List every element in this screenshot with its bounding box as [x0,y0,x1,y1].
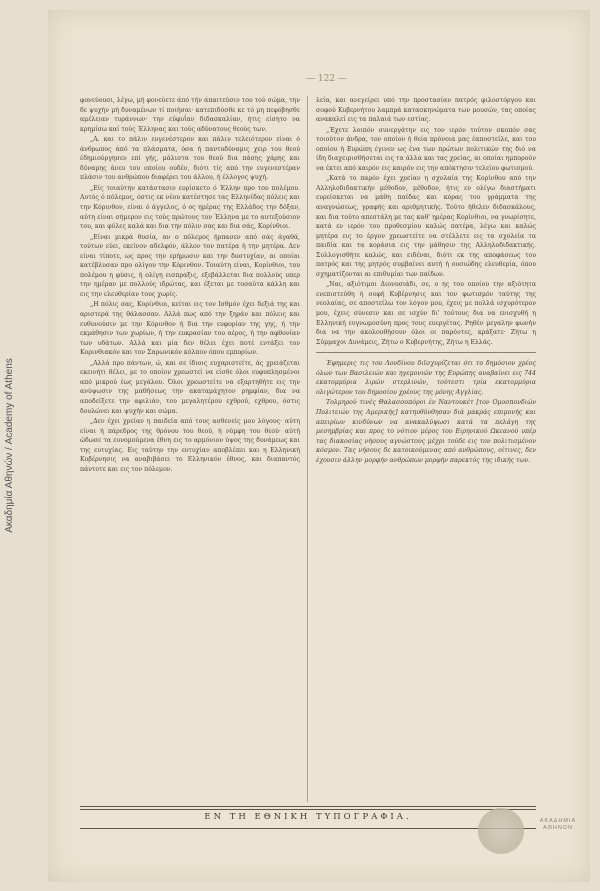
side-caption-text: Ακαδημία Αθηνών / Academy of Athens [3,358,15,533]
footer-rule-top [80,806,536,807]
newspaper-page [48,10,590,882]
stamp-text: ΑΚΑΔΗΜΙΑ ΑΘΗΝΩΝ [539,818,577,831]
page-number: ― 122 ― [306,74,347,84]
left-paragraph-2: „Α. και το πάλιν ευγενέστερον και πάλιν τελειότερον είναι ό άνθρωπος άπό τα πλάσματα, όσα ή παντοδύναμις χειρ του θεού έδημιούργησεν επί γής, μάλιστα του θεού δια πάσης χάρης και δύναμης άνευ του οποίου ουδέν, διότι τίς από την ευγενεστέραν πλάσιν του ανθρώπου διαφέρει του άλλου, ή έλλογος ψυχή. [80,136,300,182]
column-divider [307,96,308,802]
right-paragraph-1: λεία, και ανεγείρει υπό την προστασίαν πατρός φιλοστόργου και σοφού Κυβερνήτου λαμπρά κατασκηνώματα των μουσών, τας οποίας ανακαλεί εις τα παλαιά των εστίας. [316,97,536,124]
news-notices [316,359,536,465]
notice-navigators: Τολμηρού τινές Θαλασσοπόροι έν Ναντουκέτ [τον Ομοσπονδιών Πολιτειών της Αμερικής] κατηυθύνθησαν διά μακράς επιμονής και απειρίων κινδύνων να ανακαλύψωσι κατά τα πελάγη της μεσημβρίας και προς το νότιον μέρος του Ειρηνικού Ωκεανού υπέρ τας διακοσίας νήσους αγνώστους μέχρι τούδε εις τον πολιτισμένον κόσμον. Τας νήσους δε κατοικούμενας από ανθρώπους, οίτινες, δεν έχουσιν άλλην μορφήν ανθρώπων μορφήν παρεκτός της ιδικής των. [316,399,536,464]
notice-debt: Έφημερις τις του Λονδίνου διϊσχυρίζεται ότι το δημόσιον χρέος όλων των Βασιλειών και ηγεμονιών της Ευρώπης αναβαίνει εις 744 εκατομμύρια λιρών στερλινών, τούτεστι τρία εκατομμύρια ολιγώτερον του δημοσίου χρέους της μόνης Αγγλίας. [316,360,536,396]
left-paragraph-1: φονεύουσι, λέγω, μή φονεύετε άπό τήν άπαιτεύσιν του τού σώμα, την δε ψυχήν μή δυναμένων τί ποιήσαι· κατεπιδόσθε κε τό μη πεφόβησθε αμέλειαν τυράννων· την εύφυΐαν διδασκαλίαν, ήτις είσητο να κρημίσω καί τούς Έλληνας και τούς αδύνατους θεούς των. [80,97,300,133]
section-divider [316,352,536,353]
left-paragraph-4: „Είναι μικρά θυσία, αν ο πόλεμος ήρπασεν από σάς άγαθά, τούτων εύει, εκείνον αδελφόν, άλλον τον πατέρα ή την μητέρα. Δεν είναι τίποτε, ως προς την ερήμωσιν και την δυστυχίαν, αι οποίαι κατέβλυσαν προ ολίγου την Κόρινθον. Τοιαύτη είναι, Κορίνθιοι, του πολέμου η φύσις, ή ολίγη εισπραξις, εξεβάλλεται δια πολλούς υπερ την ημέραν με πολλούς ιδρώτας, και έξεται με τοσαύτα κάλλη και εις την ελευθερίαν τους χωρίς. [80,233,300,298]
right-paragraph-3: „Κατά το παρόν έχει χρείαν η σχολαία της Κορίνθου από την Αλληλοδιδακτικήν μέθοδον, μέθοδον, ήτις εν ολίγω διαστήματι ευρείσκεται να μάθη παίδας και κόρας του γράμματα της αναγνώσεως, γραφής και αριθμητικής. Τούτο ήθελεν διδασκάλους, και δια τούτο απεστάλη με τας καθ' ημέρας Κορίνθιοι, να γνωρίσητε, κατά εν ιερόν του προθεσμίου καλώς πατέρα, λέγω και καλώς μητέρα εις το έργον χρεωστείτε να στέλλετε εις τα σχολεία τα παιδία και τα κοράσια εις την μάθησιν της Αλληλοδιδακτικής. Συλλογισθήτε καλώς, και ειδέναι, διότι εκ της αποφάσεως του πατρός και της μητρός συμβαίνει αυτή ή ουσιώδης ελευθερία, όπου σχηματίζονται αι επιθυμίαι των παίδων. [316,175,536,278]
left-paragraph-3: „Είς τοιαύτην κατάστασιν ευρίσκετο ό Έλλην προ του πολέμου. Αυτός ό πόλεμος, όστις εκ νέου κατέστησε τας Ελληνίδας πόλεις και την Κόρινθον, είναι ό άγγελος, ό ος ημέρας της Ελλάδος την δόξαν, αύτη είναι σήμερον εις τούς πρώτους τον Έλληνα με το αυτεξούσιον του, και φύλες καλά και δια την πόλιν σας και δια σάς, Κορίνθιοι. [80,184,300,231]
printer-imprint: ΕΝ ΤΗ ΕΘΝΙΚΗ ΤΥΠΟΓΡΑΦΙΑ. [204,812,412,822]
footer-rule-top-inner [80,809,536,810]
right-paragraph-2: „Έχετε λοιπόν συνεργάτην εις τον ιερόν τούτον σκοπόν σας τοιούτον άνδρα, τον οποίον ή θεία πρόνοια μας έαποστείλε, και του οποίου ή Ευρώπη έγινεν ως ένα των πρώτων πολιτικών της διό να ίδη διαχειρισθήσεται εις τα άλλα και τας χρείας, αι οποίαι ημπορούν να έκτει από καιρόν εις καιρόν εις την απόκτησιν τελείου φωτισμού. [316,126,536,172]
side-caption [0,0,18,891]
left-paragraph-6: „Αλλά προ πάντων, ώ, και σε ίδιοις ευχαριστείτε, άς χρειάζεται εκεινήτι θέλει, με το οποίον χρεωστεί να είσθε όλοι ευφυπλησμένοι από μικρού έως μεγάλου. Όλοι χρεωστείτε να εξαρτηθήτε εις την ανύψωσιν της μαθήσεως την ακαταμάχητον ρημφίαν, δια να αποδείξετε την αφιλιάν, του μεγαλητέρου εχθρού, εχθρου, όστις δουλώνει και ψυχήν και σώμα. [80,359,300,415]
left-paragraph-5: „Η πόλις σας, Κορίνθιοι, κείται εις τον Ισθμόν έχει δεξιά της και αριστερά της θάλασσαν. Αλλά πως από την ξηράν και πόλεις και ευθυνούσιν με την Κόρινθον ή δια την ευφορίαν της γης, ή την εκμάθησιν των χωρίων, ή την ευκρασίαν του αέρος, ή την αφθονίαν των υδάτων. Αλλά και μία δεν θέλει έχει ποτέ εντάξει τον Κορινθιακόν και τον Σαρωνικόν κόλπον όπου εμπορίων. [80,301,300,357]
right-column [316,96,536,466]
right-paragraph-4: „Ναι, αξιότιμοι Διονυσιάδι, σε, ο ης του οποίου την αξιότητα ενεπιστεύθη ή σοφή Κυβέρνησις και τον φωτισμόν ταύτης της νεολαίας, σε αποστείλω τον λόγον μου, έχεις με πολλά ισχυρότερον μου, έχεις σύνεσιν και σε ισχύν δι' τούτους δια να ενισχυθή η Ελληνική ευγνωμοσύνη προς τους ευεργέτας. Ρηθέν μεγαλην φωνήν δια να την ακολουθήσουν όλοι οι παρόντες, κράξατε· Ζήτω η Σύμμαχοι Δυνάμεις, Ζήτω ο Κυβερνήτης, Ζήτω η Ελλάς. [316,281,536,346]
footer-rule-bottom [80,828,536,829]
library-stamp [478,808,524,854]
left-paragraph-7: „Δεν έχει χρείαν η παιδεία από τους ασθενείς μου λόγους· αύτη είναι ή πάρεδρος της θρόνου του θεού, ή νύμφη του θεού· αύτή ώδωσε τα ευνομούμενα έθνη εις το αρμόνιον ύψος της δυνάμεως και της ευτυχίας. Εις ταύτην την ευτυχίαν αποβλέπει και η Ελληνική Κυβέρνησις να αναβιβάσει το Ελληνικόν έθνος, και διαπαντός πάντοτε και εις τον πόλεμον. [80,418,300,473]
left-column [80,96,300,475]
